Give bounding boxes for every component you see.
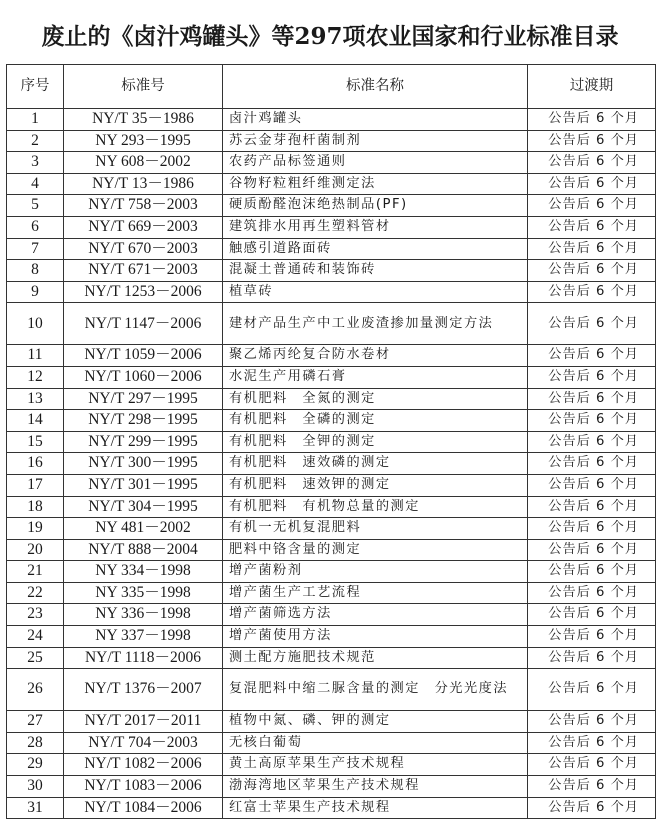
standard-name-cell: 有机肥料 有机物总量的测定 — [223, 496, 528, 518]
table-row — [7, 173, 656, 195]
table-row — [7, 669, 656, 711]
transition-period-cell: 公告后 6 个月 — [528, 260, 656, 282]
seq-cell: 1 — [7, 109, 64, 131]
transition-period-cell: 公告后 6 个月 — [528, 561, 656, 583]
standard-name-cell: 肥料中铬含量的测定 — [223, 539, 528, 561]
transition-period-cell: 公告后 6 个月 — [528, 754, 656, 776]
seq-cell: 22 — [7, 582, 64, 604]
standard-code-cell: NY/T 298－1995 — [64, 410, 223, 432]
standard-code-cell: NY/T 1083－2006 — [64, 776, 223, 798]
transition-period-cell: 公告后 6 个月 — [528, 647, 656, 669]
transition-period-cell: 公告后 6 个月 — [528, 303, 656, 345]
seq-cell: 9 — [7, 281, 64, 303]
standard-code-cell: NY/T 758－2003 — [64, 195, 223, 217]
table-row — [7, 539, 656, 561]
standard-name-cell: 有机肥料 全磷的测定 — [223, 410, 528, 432]
seq-cell: 20 — [7, 539, 64, 561]
table-row — [7, 238, 656, 260]
table-row — [7, 453, 656, 475]
standard-name-cell: 谷物籽粒粗纤维测定法 — [223, 173, 528, 195]
standard-name-cell: 混凝土普通砖和装饰砖 — [223, 260, 528, 282]
standard-name-cell: 有机肥料 速效钾的测定 — [223, 474, 528, 496]
transition-period-cell: 公告后 6 个月 — [528, 388, 656, 410]
seq-cell: 6 — [7, 216, 64, 238]
transition-period-cell: 公告后 6 个月 — [528, 130, 656, 152]
table-row — [7, 797, 656, 819]
table-row — [7, 518, 656, 540]
standard-name-cell: 苏云金芽孢杆菌制剂 — [223, 130, 528, 152]
transition-period-cell: 公告后 6 个月 — [528, 539, 656, 561]
standard-code-cell: NY 481－2002 — [64, 518, 223, 540]
seq-cell: 14 — [7, 410, 64, 432]
seq-cell: 8 — [7, 260, 64, 282]
header-period: 过渡期 — [528, 65, 656, 109]
seq-cell: 28 — [7, 732, 64, 754]
standard-code-cell: NY/T 1147－2006 — [64, 303, 223, 345]
standard-name-cell: 农药产品标签通则 — [223, 152, 528, 174]
table-row — [7, 474, 656, 496]
seq-cell: 29 — [7, 754, 64, 776]
seq-cell: 12 — [7, 366, 64, 388]
standard-name-cell: 增产菌使用方法 — [223, 626, 528, 648]
standard-name-cell: 植草砖 — [223, 281, 528, 303]
seq-cell: 16 — [7, 453, 64, 475]
standard-name-cell: 聚乙烯丙纶复合防水卷材 — [223, 345, 528, 367]
table-row — [7, 152, 656, 174]
table-header-row — [7, 65, 656, 109]
transition-period-cell: 公告后 6 个月 — [528, 474, 656, 496]
seq-cell: 31 — [7, 797, 64, 819]
standard-code-cell: NY 608－2002 — [64, 152, 223, 174]
seq-cell: 24 — [7, 626, 64, 648]
table-row — [7, 130, 656, 152]
transition-period-cell: 公告后 6 个月 — [528, 216, 656, 238]
standard-code-cell: NY/T 35－1986 — [64, 109, 223, 131]
standard-name-cell: 水泥生产用磷石膏 — [223, 366, 528, 388]
standard-name-cell: 卤汁鸡罐头 — [223, 109, 528, 131]
seq-cell: 18 — [7, 496, 64, 518]
standard-code-cell: NY/T 704－2003 — [64, 732, 223, 754]
seq-cell: 7 — [7, 238, 64, 260]
standard-code-cell: NY 293－1995 — [64, 130, 223, 152]
transition-period-cell: 公告后 6 个月 — [528, 152, 656, 174]
seq-cell: 26 — [7, 669, 64, 711]
transition-period-cell: 公告后 6 个月 — [528, 626, 656, 648]
transition-period-cell: 公告后 6 个月 — [528, 238, 656, 260]
standard-name-cell: 测土配方施肥技术规范 — [223, 647, 528, 669]
transition-period-cell: 公告后 6 个月 — [528, 582, 656, 604]
transition-period-cell: 公告后 6 个月 — [528, 431, 656, 453]
standard-name-cell: 无核白葡萄 — [223, 732, 528, 754]
standard-code-cell: NY/T 1084－2006 — [64, 797, 223, 819]
table-row — [7, 754, 656, 776]
table-row — [7, 431, 656, 453]
seq-cell: 23 — [7, 604, 64, 626]
standard-code-cell: NY/T 304－1995 — [64, 496, 223, 518]
standard-name-cell: 渤海湾地区苹果生产技术规程 — [223, 776, 528, 798]
page-title: 废止的《卤汁鸡罐头》等297项农业国家和行业标准目录 — [41, 23, 619, 50]
transition-period-cell: 公告后 6 个月 — [528, 711, 656, 733]
standard-code-cell: NY/T 1376－2007 — [64, 669, 223, 711]
table-row — [7, 195, 656, 217]
transition-period-cell: 公告后 6 个月 — [528, 496, 656, 518]
standard-name-cell: 增产菌粉剂 — [223, 561, 528, 583]
table-row — [7, 388, 656, 410]
standard-code-cell: NY/T 301－1995 — [64, 474, 223, 496]
standard-code-cell: NY/T 1253－2006 — [64, 281, 223, 303]
transition-period-cell: 公告后 6 个月 — [528, 366, 656, 388]
table-row — [7, 604, 656, 626]
table-row — [7, 647, 656, 669]
table-row — [7, 281, 656, 303]
standard-code-cell: NY/T 671－2003 — [64, 260, 223, 282]
standard-name-cell: 硬质酚醛泡沫绝热制品(PF) — [223, 195, 528, 217]
table-row — [7, 711, 656, 733]
table-row — [7, 366, 656, 388]
transition-period-cell: 公告后 6 个月 — [528, 109, 656, 131]
seq-cell: 27 — [7, 711, 64, 733]
header-code: 标准号 — [64, 65, 223, 109]
table-row — [7, 109, 656, 131]
seq-cell: 4 — [7, 173, 64, 195]
standard-code-cell: NY 336－1998 — [64, 604, 223, 626]
standard-name-cell: 复混肥料中缩二脲含量的测定 分光光度法 — [223, 669, 528, 711]
standards-table — [6, 64, 656, 819]
standard-code-cell: NY/T 299－1995 — [64, 431, 223, 453]
seq-cell: 15 — [7, 431, 64, 453]
seq-cell: 13 — [7, 388, 64, 410]
transition-period-cell: 公告后 6 个月 — [528, 732, 656, 754]
standard-code-cell: NY/T 670－2003 — [64, 238, 223, 260]
transition-period-cell: 公告后 6 个月 — [528, 669, 656, 711]
seq-cell: 10 — [7, 303, 64, 345]
table-row — [7, 303, 656, 345]
table-row — [7, 345, 656, 367]
standard-name-cell: 植物中氮、磷、钾的测定 — [223, 711, 528, 733]
transition-period-cell: 公告后 6 个月 — [528, 453, 656, 475]
table-row — [7, 626, 656, 648]
table-row — [7, 496, 656, 518]
standard-code-cell: NY/T 297－1995 — [64, 388, 223, 410]
standard-name-cell: 增产菌生产工艺流程 — [223, 582, 528, 604]
seq-cell: 30 — [7, 776, 64, 798]
seq-cell: 21 — [7, 561, 64, 583]
standard-code-cell: NY/T 1082－2006 — [64, 754, 223, 776]
standard-code-cell: NY/T 1118－2006 — [64, 647, 223, 669]
seq-cell: 3 — [7, 152, 64, 174]
table-row — [7, 732, 656, 754]
transition-period-cell: 公告后 6 个月 — [528, 604, 656, 626]
standard-name-cell: 有机一无机复混肥料 — [223, 518, 528, 540]
standard-name-cell: 增产菌筛选方法 — [223, 604, 528, 626]
table-row — [7, 582, 656, 604]
transition-period-cell: 公告后 6 个月 — [528, 518, 656, 540]
standard-code-cell: NY 335－1998 — [64, 582, 223, 604]
standard-name-cell: 红富士苹果生产技术规程 — [223, 797, 528, 819]
seq-cell: 17 — [7, 474, 64, 496]
table-row — [7, 216, 656, 238]
transition-period-cell: 公告后 6 个月 — [528, 281, 656, 303]
header-name: 标准名称 — [223, 65, 528, 109]
standard-name-cell: 有机肥料 速效磷的测定 — [223, 453, 528, 475]
standard-code-cell: NY/T 1060－2006 — [64, 366, 223, 388]
standard-name-cell: 有机肥料 全钾的测定 — [223, 431, 528, 453]
seq-cell: 19 — [7, 518, 64, 540]
seq-cell: 25 — [7, 647, 64, 669]
standard-code-cell: NY/T 300－1995 — [64, 453, 223, 475]
transition-period-cell: 公告后 6 个月 — [528, 345, 656, 367]
standard-name-cell: 黄土高原苹果生产技术规程 — [223, 754, 528, 776]
standard-code-cell: NY/T 888－2004 — [64, 539, 223, 561]
standard-code-cell: NY/T 1059－2006 — [64, 345, 223, 367]
table-body — [7, 109, 656, 819]
seq-cell: 2 — [7, 130, 64, 152]
standard-code-cell: NY/T 2017－2011 — [64, 711, 223, 733]
transition-period-cell: 公告后 6 个月 — [528, 410, 656, 432]
standard-code-cell: NY/T 669－2003 — [64, 216, 223, 238]
table-row — [7, 561, 656, 583]
transition-period-cell: 公告后 6 个月 — [528, 776, 656, 798]
transition-period-cell: 公告后 6 个月 — [528, 173, 656, 195]
transition-period-cell: 公告后 6 个月 — [528, 797, 656, 819]
header-seq: 序号 — [7, 65, 64, 109]
standard-code-cell: NY 337－1998 — [64, 626, 223, 648]
transition-period-cell: 公告后 6 个月 — [528, 195, 656, 217]
seq-cell: 5 — [7, 195, 64, 217]
standard-name-cell: 有机肥料 全氮的测定 — [223, 388, 528, 410]
table-row — [7, 260, 656, 282]
table-row — [7, 776, 656, 798]
standard-name-cell: 建筑排水用再生塑料管材 — [223, 216, 528, 238]
standard-name-cell: 建材产品生产中工业废渣掺加量测定方法 — [223, 303, 528, 345]
seq-cell: 11 — [7, 345, 64, 367]
table-row — [7, 410, 656, 432]
standard-code-cell: NY 334－1998 — [64, 561, 223, 583]
standard-code-cell: NY/T 13－1986 — [64, 173, 223, 195]
standard-name-cell: 触感引道路面砖 — [223, 238, 528, 260]
